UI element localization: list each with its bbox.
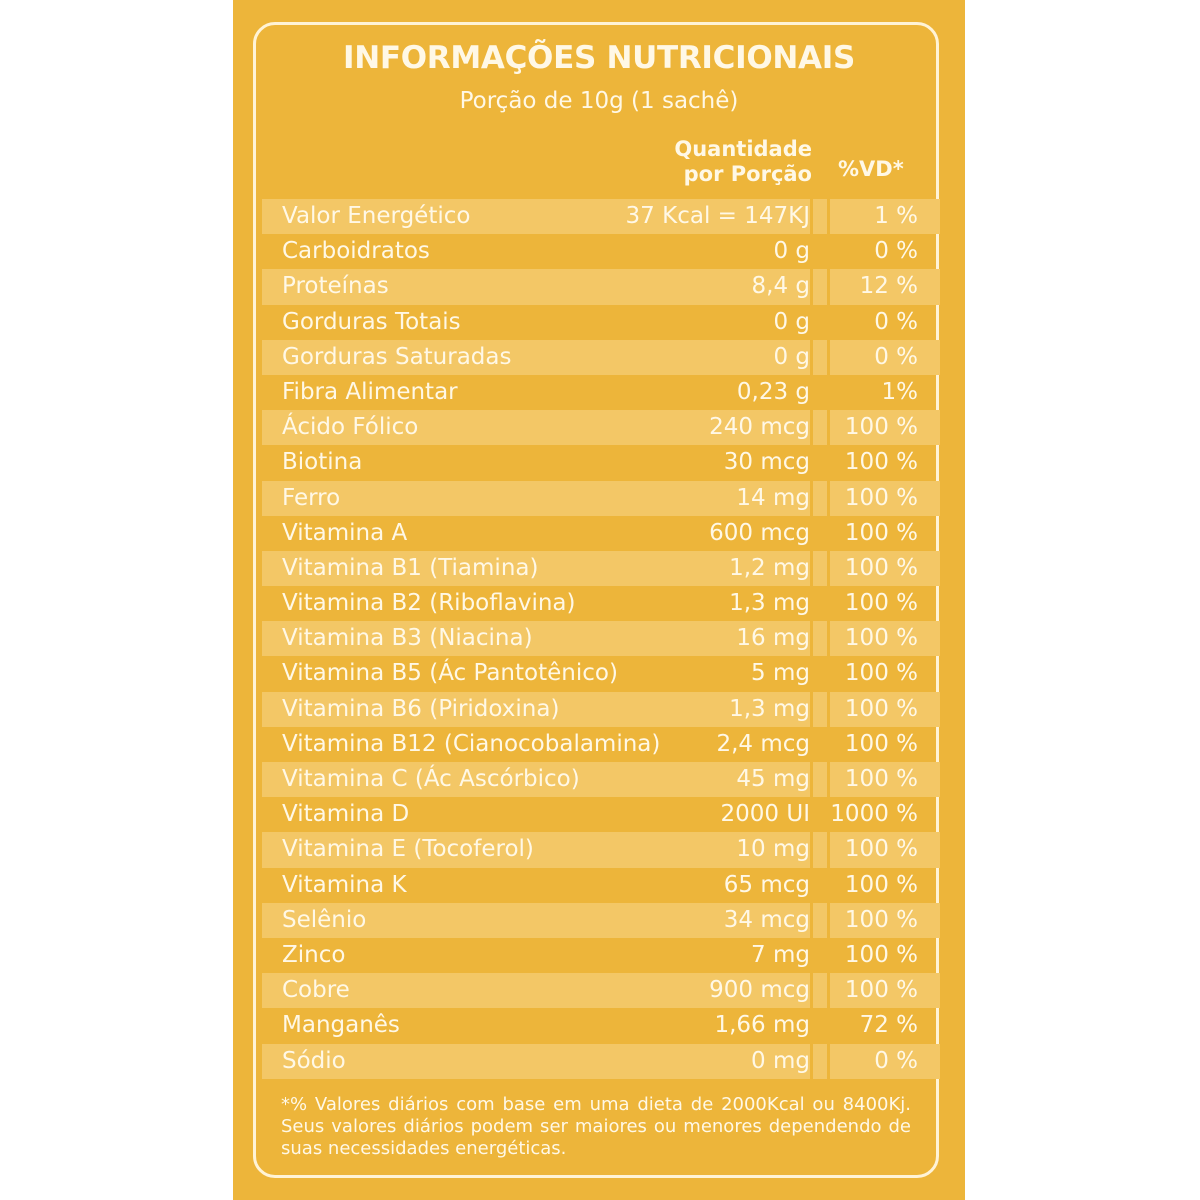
table-row xyxy=(262,692,940,727)
table-row xyxy=(262,868,940,903)
nutrient-daily-value: 72 % xyxy=(859,1012,918,1039)
quantity-header-line1: Quantidade xyxy=(674,137,812,161)
nutrient-quantity: 30 mcg xyxy=(723,449,810,476)
nutrient-name: Vitamina B3 (Niacina) xyxy=(282,625,533,652)
table-row xyxy=(262,832,940,867)
nutrient-daily-value: 100 % xyxy=(844,836,918,863)
nutrient-daily-value: 100 % xyxy=(844,766,918,792)
column-separator xyxy=(827,199,830,1079)
nutrient-daily-value: 100 % xyxy=(844,519,918,546)
table-row xyxy=(262,973,940,1008)
nutrient-quantity: 0 mg xyxy=(751,1047,810,1074)
nutrient-daily-value: 100 % xyxy=(844,484,918,511)
nutrient-daily-value: 0 % xyxy=(874,238,918,265)
table-row xyxy=(262,762,940,797)
nutrient-daily-value: 100 % xyxy=(844,590,918,617)
nutrient-quantity: 37 Kcal = 147KJ xyxy=(625,203,810,229)
nutrient-daily-value: 100 % xyxy=(844,977,918,1004)
nutrient-quantity: 5 mg xyxy=(751,660,810,687)
nutrient-daily-value: 0 % xyxy=(874,343,918,370)
table-row xyxy=(262,410,940,445)
table-row xyxy=(262,269,940,304)
nutrient-name: Selênio xyxy=(282,906,367,933)
nutrient-name: Vitamina C (Ác Ascórbico) xyxy=(282,766,580,792)
table-row xyxy=(262,305,940,340)
nutrient-name: Vitamina E (Tocoferol) xyxy=(282,836,534,863)
serving-size: Porção de 10g (1 sachê) xyxy=(459,88,739,114)
table-row xyxy=(262,1044,940,1079)
nutrient-name: Vitamina B5 (Ác Pantotênico) xyxy=(282,660,618,687)
table-row xyxy=(262,199,940,234)
table-row xyxy=(262,903,940,938)
nutrient-daily-value: 1 % xyxy=(874,203,918,229)
nutrient-quantity: 65 mcg xyxy=(723,871,810,898)
nutrient-daily-value: 100 % xyxy=(844,906,918,933)
table-row xyxy=(262,586,940,621)
nutrient-quantity: 240 mcg xyxy=(709,414,810,441)
nutrient-name: Vitamina D xyxy=(282,801,410,828)
table-row xyxy=(262,234,940,269)
nutrient-quantity: 34 mcg xyxy=(723,906,810,933)
nutrient-name: Fibra Alimentar xyxy=(282,378,458,405)
nutrient-quantity: 8,4 g xyxy=(751,273,810,300)
table-row xyxy=(262,621,940,656)
nutrient-quantity: 900 mcg xyxy=(709,977,810,1004)
table-row xyxy=(262,481,940,516)
table-row xyxy=(262,551,940,586)
nutrient-quantity: 0 g xyxy=(773,238,810,265)
nutrient-daily-value: 0 % xyxy=(874,1047,918,1074)
nutrient-name: Vitamina B1 (Tiamina) xyxy=(282,554,539,581)
table-row xyxy=(262,340,940,375)
nutrient-quantity: 16 mg xyxy=(736,625,810,652)
nutrient-quantity: 600 mcg xyxy=(709,519,810,546)
nutrient-daily-value: 1% xyxy=(881,378,918,405)
nutrient-daily-value: 1000 % xyxy=(830,801,918,828)
nutrient-quantity: 1,2 mg xyxy=(729,554,810,581)
nutrient-quantity: 0 g xyxy=(773,308,810,335)
nutrient-name: Ácido Fólico xyxy=(282,414,419,441)
nutrient-daily-value: 100 % xyxy=(844,660,918,687)
nutrient-name: Vitamina K xyxy=(282,871,407,898)
nutrient-name: Zinco xyxy=(282,941,346,968)
nutrient-name: Sódio xyxy=(282,1047,346,1074)
footnote: *% Valores diários com base em uma dieta de 2000Kcal ou 8400Kj. Seus valores diários podem ser maiores ou menores dependendo de suas necessidades energéticas. xyxy=(281,1094,911,1159)
nutrient-name: Carboidratos xyxy=(282,238,430,265)
nutrient-name: Valor Energético xyxy=(282,203,471,229)
table-row xyxy=(262,375,940,410)
nutrition-table xyxy=(262,199,940,1079)
nutrient-name: Manganês xyxy=(282,1012,400,1039)
table-row xyxy=(262,656,940,691)
nutrient-daily-value: 100 % xyxy=(844,414,918,441)
nutrient-daily-value: 100 % xyxy=(844,449,918,476)
quantity-column-header xyxy=(674,137,812,187)
nutrient-quantity: 2,4 mcg xyxy=(716,730,810,757)
label-title: INFORMAÇÕES NUTRICIONAIS xyxy=(342,40,856,76)
table-row xyxy=(262,1008,940,1043)
nutrient-name: Gorduras Totais xyxy=(282,308,461,335)
quantity-header-line2: por Porção xyxy=(683,162,812,186)
nutrient-daily-value: 0 % xyxy=(874,308,918,335)
nutrient-daily-value: 100 % xyxy=(844,695,918,722)
table-row xyxy=(262,938,940,973)
table-row xyxy=(262,445,940,480)
table-row xyxy=(262,727,940,762)
nutrient-quantity: 0 g xyxy=(773,343,810,370)
nutrient-name: Vitamina B6 (Piridoxina) xyxy=(282,695,560,722)
nutrient-name: Vitamina B2 (Riboflavina) xyxy=(282,590,576,617)
table-row xyxy=(262,797,940,832)
nutrient-name: Ferro xyxy=(282,484,341,511)
nutrient-daily-value: 100 % xyxy=(844,941,918,968)
nutrient-daily-value: 100 % xyxy=(844,554,918,581)
nutrient-quantity: 1,66 mg xyxy=(714,1012,810,1039)
column-separator xyxy=(810,199,813,1079)
nutrient-quantity: 45 mg xyxy=(736,766,810,792)
nutrient-quantity: 14 mg xyxy=(736,484,810,511)
daily-value-column-header: %VD* xyxy=(838,157,904,181)
nutrient-name: Cobre xyxy=(282,977,350,1004)
nutrient-quantity: 10 mg xyxy=(736,836,810,863)
nutrient-name: Vitamina B12 (Cianocobalamina) xyxy=(282,730,661,757)
nutrient-name: Biotina xyxy=(282,449,363,476)
nutrient-name: Vitamina A xyxy=(282,519,408,546)
nutrient-quantity: 0,23 g xyxy=(736,378,810,405)
nutrient-quantity: 7 mg xyxy=(751,941,810,968)
nutrient-quantity: 1,3 mg xyxy=(729,695,810,722)
nutrient-quantity: 1,3 mg xyxy=(729,590,810,617)
nutrient-quantity: 2000 UI xyxy=(720,801,810,828)
nutrient-daily-value: 100 % xyxy=(844,871,918,898)
table-row xyxy=(262,516,940,551)
nutrient-daily-value: 100 % xyxy=(844,730,918,757)
nutrient-daily-value: 12 % xyxy=(859,273,918,300)
nutrient-name: Proteínas xyxy=(282,273,389,300)
nutrient-name: Gorduras Saturadas xyxy=(282,343,512,370)
nutrient-daily-value: 100 % xyxy=(844,625,918,652)
